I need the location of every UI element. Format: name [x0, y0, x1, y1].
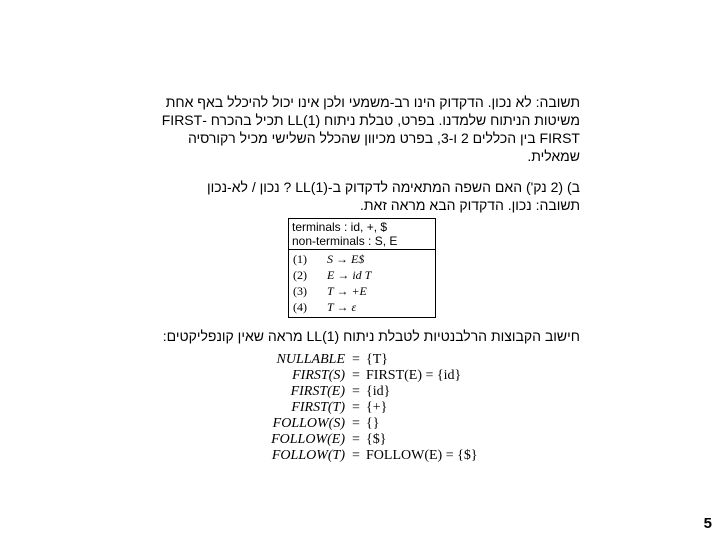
- answer-line: משיטות הניתוח שלמדנו. בפרט, טבלת ניתוח LL(1) תכיל בהכרח -FIRST: [161, 112, 580, 128]
- rule-number: (4): [293, 300, 307, 314]
- set-row: [230, 368, 478, 384]
- set-row: [230, 432, 478, 448]
- set-value: {T}: [366, 352, 388, 367]
- set-row: [230, 352, 478, 368]
- set-row: [230, 416, 478, 432]
- equals-sign: =: [352, 384, 360, 399]
- set-value: {$}: [366, 432, 387, 447]
- grammar-rule: [293, 283, 431, 299]
- answer-paragraph-1: [120, 93, 580, 165]
- grammar-box: [288, 218, 436, 318]
- nonterminals-line: non-terminals : S, E: [292, 234, 398, 248]
- page-number: 5: [703, 515, 712, 532]
- rule-text: T → ε: [327, 300, 357, 314]
- set-name: FOLLOW(E): [271, 432, 345, 447]
- rule-text: T → +E: [327, 284, 367, 298]
- grammar-rule: [293, 251, 431, 267]
- answer-line: FIRST בין הכללים 2 ו-3, בפרט מכיוון שהכלל השלישי מכיל רקורסיה: [187, 130, 580, 146]
- question-line: ב) (2 נק') האם השפה המתאימה לדקדוק ב-LL(1) ? נכון / לא-נכון: [206, 179, 580, 195]
- sets-table: [230, 352, 478, 464]
- answer-line: תשובה: לא נכון. הדקדוק הינו רב-משמעי ולכן אינו יכול להיכלל באף אחת: [165, 94, 580, 110]
- answer-line: תשובה: נכון. הדקדוק הבא מראה זאת.: [359, 197, 580, 213]
- question-2: [120, 178, 580, 214]
- rule-number: (2): [293, 268, 307, 282]
- set-name: FIRST(E): [290, 384, 345, 399]
- equals-sign: =: [352, 416, 360, 431]
- set-row: [230, 400, 478, 416]
- grammar-header: [289, 219, 435, 250]
- set-name: NULLABLE: [276, 352, 345, 367]
- set-value: {}: [366, 416, 380, 431]
- set-value: {+}: [366, 400, 388, 415]
- set-name: FIRST(S): [292, 368, 345, 383]
- rule-text: S → E$: [327, 252, 365, 266]
- set-value: FIRST(E) = {id}: [366, 368, 462, 383]
- equals-sign: =: [352, 432, 360, 447]
- equals-sign: =: [352, 448, 360, 463]
- rule-number: (3): [293, 284, 307, 298]
- set-value: {id}: [366, 384, 391, 399]
- equals-sign: =: [352, 352, 360, 367]
- grammar-rule: [293, 267, 431, 283]
- set-row: [230, 448, 478, 464]
- rule-text: E → id T: [327, 268, 372, 282]
- grammar-rule: [293, 299, 431, 315]
- terminals-line: terminals : id, +, $: [292, 220, 388, 234]
- sets-intro: חישוב הקבוצות הרלבנטיות לטבלת ניתוח LL(1) מראה שאין קונפליקטים:: [162, 328, 580, 344]
- equals-sign: =: [352, 400, 360, 415]
- set-value: FOLLOW(E) = {$}: [366, 448, 478, 463]
- set-name: FIRST(T): [291, 400, 345, 415]
- equals-sign: =: [352, 368, 360, 383]
- set-name: FOLLOW(S): [272, 416, 345, 431]
- rule-number: (1): [293, 252, 307, 266]
- grammar-rules: [289, 250, 435, 317]
- set-name: FOLLOW(T): [271, 448, 345, 463]
- set-row: [230, 384, 478, 400]
- answer-line: שמאלית.: [527, 148, 580, 164]
